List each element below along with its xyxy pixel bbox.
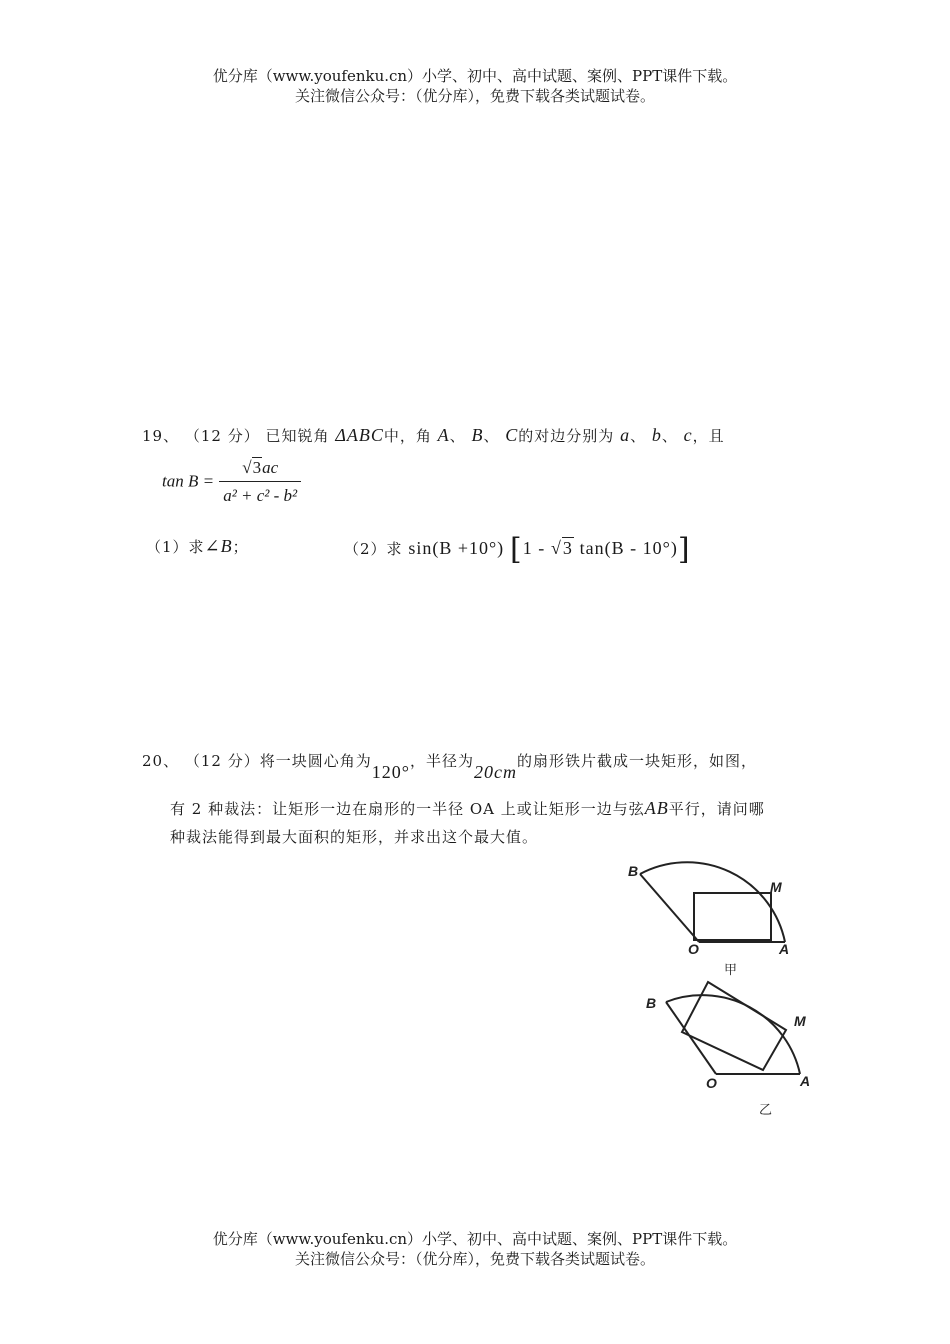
question-19-tail: ，且 — [692, 427, 725, 445]
caption-yi: 乙 — [759, 1103, 773, 1118]
footer-line-2: 关注微信公众号：（优分库），免费下载各类试题试卷。 — [294, 1250, 655, 1268]
caption-jia: 甲 — [724, 963, 738, 977]
question-20-score: （12 分） — [184, 752, 260, 770]
footer-line-1: 优分库（www.youfenku.cn）小学、初中、高中试题、案例、PPT课件下载。 — [212, 1230, 738, 1248]
separator: 、 — [449, 427, 466, 445]
part-2-one-minus: 1 - — [522, 538, 546, 558]
part-1-label: （1）求 — [146, 538, 205, 556]
formula-fraction — [219, 458, 301, 506]
footer — [0, 1229, 950, 1269]
rectangle-jia — [694, 893, 771, 940]
question-19-part-2: （2）求 sin(B +10°) [1 - √3 tan(B - 10°)] — [344, 532, 691, 567]
part-2-tan: tan(B - 10°) — [579, 538, 678, 558]
separator: 、 — [661, 427, 678, 445]
figure-yi — [636, 978, 826, 1118]
angle-b: B — [471, 425, 484, 445]
part-2-sqrt-value: 3 — [562, 538, 573, 558]
figure-jia — [612, 842, 812, 977]
part-1-expr: ∠B — [204, 536, 233, 556]
chord-ab: AB — [644, 798, 669, 818]
question-20-number: 20、 — [142, 752, 180, 770]
part-1-tail: ； — [232, 538, 249, 556]
bracket-close: ] — [677, 532, 691, 567]
header-line-2: 关注微信公众号：（优分库），免费下载各类试题试卷。 — [294, 87, 655, 105]
question-19-stem — [142, 425, 822, 446]
header — [0, 66, 950, 106]
question-19-part-1 — [146, 536, 249, 557]
angle-120: 120° — [371, 762, 410, 782]
header-line-1: 优分库（www.youfenku.cn）小学、初中、高中试题、案例、PPT课件下载。 — [212, 67, 738, 85]
side-a: a — [620, 425, 631, 445]
part-2-sin: sin(B +10°) — [408, 538, 505, 558]
question-19-relation: 的对边分别为 — [518, 427, 615, 445]
question-19-number: 19、 — [142, 427, 180, 445]
label-m-yi: M — [794, 1013, 806, 1029]
question-20-line-1 — [142, 750, 757, 782]
arc-jia — [640, 862, 785, 942]
angle-c: C — [505, 425, 519, 445]
radius-ob-jia — [640, 874, 699, 942]
triangle-abc: ΔABC — [335, 425, 384, 445]
question-20-line-2a: 有 2 种裁法：让矩形一边在扇形的一半径 OA 上或让矩形一边与弦 — [170, 800, 645, 818]
angle-a: A — [437, 425, 450, 445]
label-o-yi: O — [706, 1075, 717, 1091]
separator: 、 — [483, 427, 500, 445]
formula-numerator: √3ac — [219, 458, 301, 482]
question-20-line-2 — [170, 798, 765, 819]
question-19-intro: 已知锐角 — [265, 427, 330, 445]
formula-lhs: tan B = — [162, 471, 215, 491]
side-c: c — [683, 425, 693, 445]
question-20-text-3: 的扇形铁片截成一块矩形，如图， — [516, 752, 757, 770]
label-a-yi: A — [800, 1073, 811, 1089]
question-20-line-2b: 平行，请问哪 — [668, 800, 765, 818]
question-19-mid: 中，角 — [383, 427, 432, 445]
part-2-label: （2）求 — [344, 540, 403, 558]
formula-sqrt-value: 3 — [252, 458, 262, 477]
bracket-open: [ — [509, 532, 523, 567]
question-20-text-2: ，半径为 — [409, 752, 474, 770]
label-o-jia: O — [688, 941, 699, 957]
formula-num-ac: ac — [262, 458, 279, 477]
tan-b-formula — [162, 458, 301, 506]
question-20-text-1: 将一块圆心角为 — [259, 752, 372, 770]
question-19-score: （12 分） — [184, 427, 260, 445]
label-b-jia: B — [628, 863, 639, 879]
separator: 、 — [630, 427, 647, 445]
label-m-jia: M — [770, 879, 782, 895]
label-b-yi: B — [646, 995, 657, 1011]
label-a-jia: A — [779, 941, 790, 957]
radius-20cm: 20cm — [473, 762, 517, 782]
question-20-line-3: 种裁法能得到最大面积的矩形，并求出这个最大值。 — [170, 828, 539, 846]
side-b: b — [651, 425, 662, 445]
formula-denominator: a² + c² - b² — [223, 486, 298, 505]
